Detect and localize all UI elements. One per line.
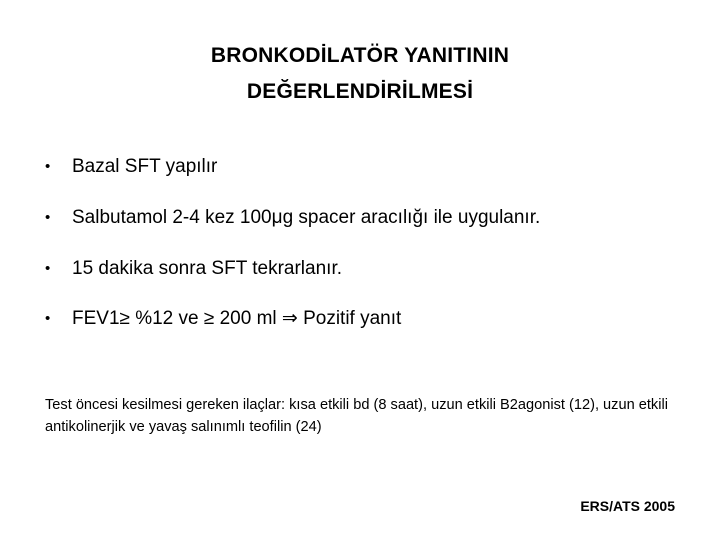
bullet-text: FEV1≥ %12 ve ≥ 200 ml ⇒ Pozitif yanıt: [72, 308, 402, 329]
slide-title-line-1: BRONKODİLATÖR YANITININ: [210, 44, 510, 67]
bullet-item: [45, 155, 217, 179]
bullet-text: Bazal SFT yapılır: [72, 156, 218, 177]
bullet-dot-icon: •: [45, 310, 51, 327]
bullet-dot-icon: •: [45, 260, 51, 277]
slide-title-line-2: DEĞERLENDİRİLMESİ: [246, 80, 474, 103]
source-citation: ERS/ATS 2005: [580, 498, 675, 514]
bullet-item: [45, 257, 342, 281]
bullet-dot-icon: •: [45, 158, 51, 175]
bullet-text: Salbutamol 2-4 kez 100μg spacer aracılığı ile uygulanır.: [72, 207, 541, 228]
bullet-item: [45, 206, 540, 230]
slide-title: [0, 38, 720, 110]
bullet-text: 15 dakika sonra SFT tekrarlanır.: [72, 258, 342, 279]
footnote-text: Test öncesi kesilmesi gereken ilaçlar: kısa etkili bd (8 saat), uzun etkili B2agonist (12), uzun etkili antikolinerjik ve yavaş salınımlı teofilin (24): [45, 397, 668, 435]
bullet-dot-icon: •: [45, 209, 51, 226]
bullet-item: [45, 307, 401, 331]
